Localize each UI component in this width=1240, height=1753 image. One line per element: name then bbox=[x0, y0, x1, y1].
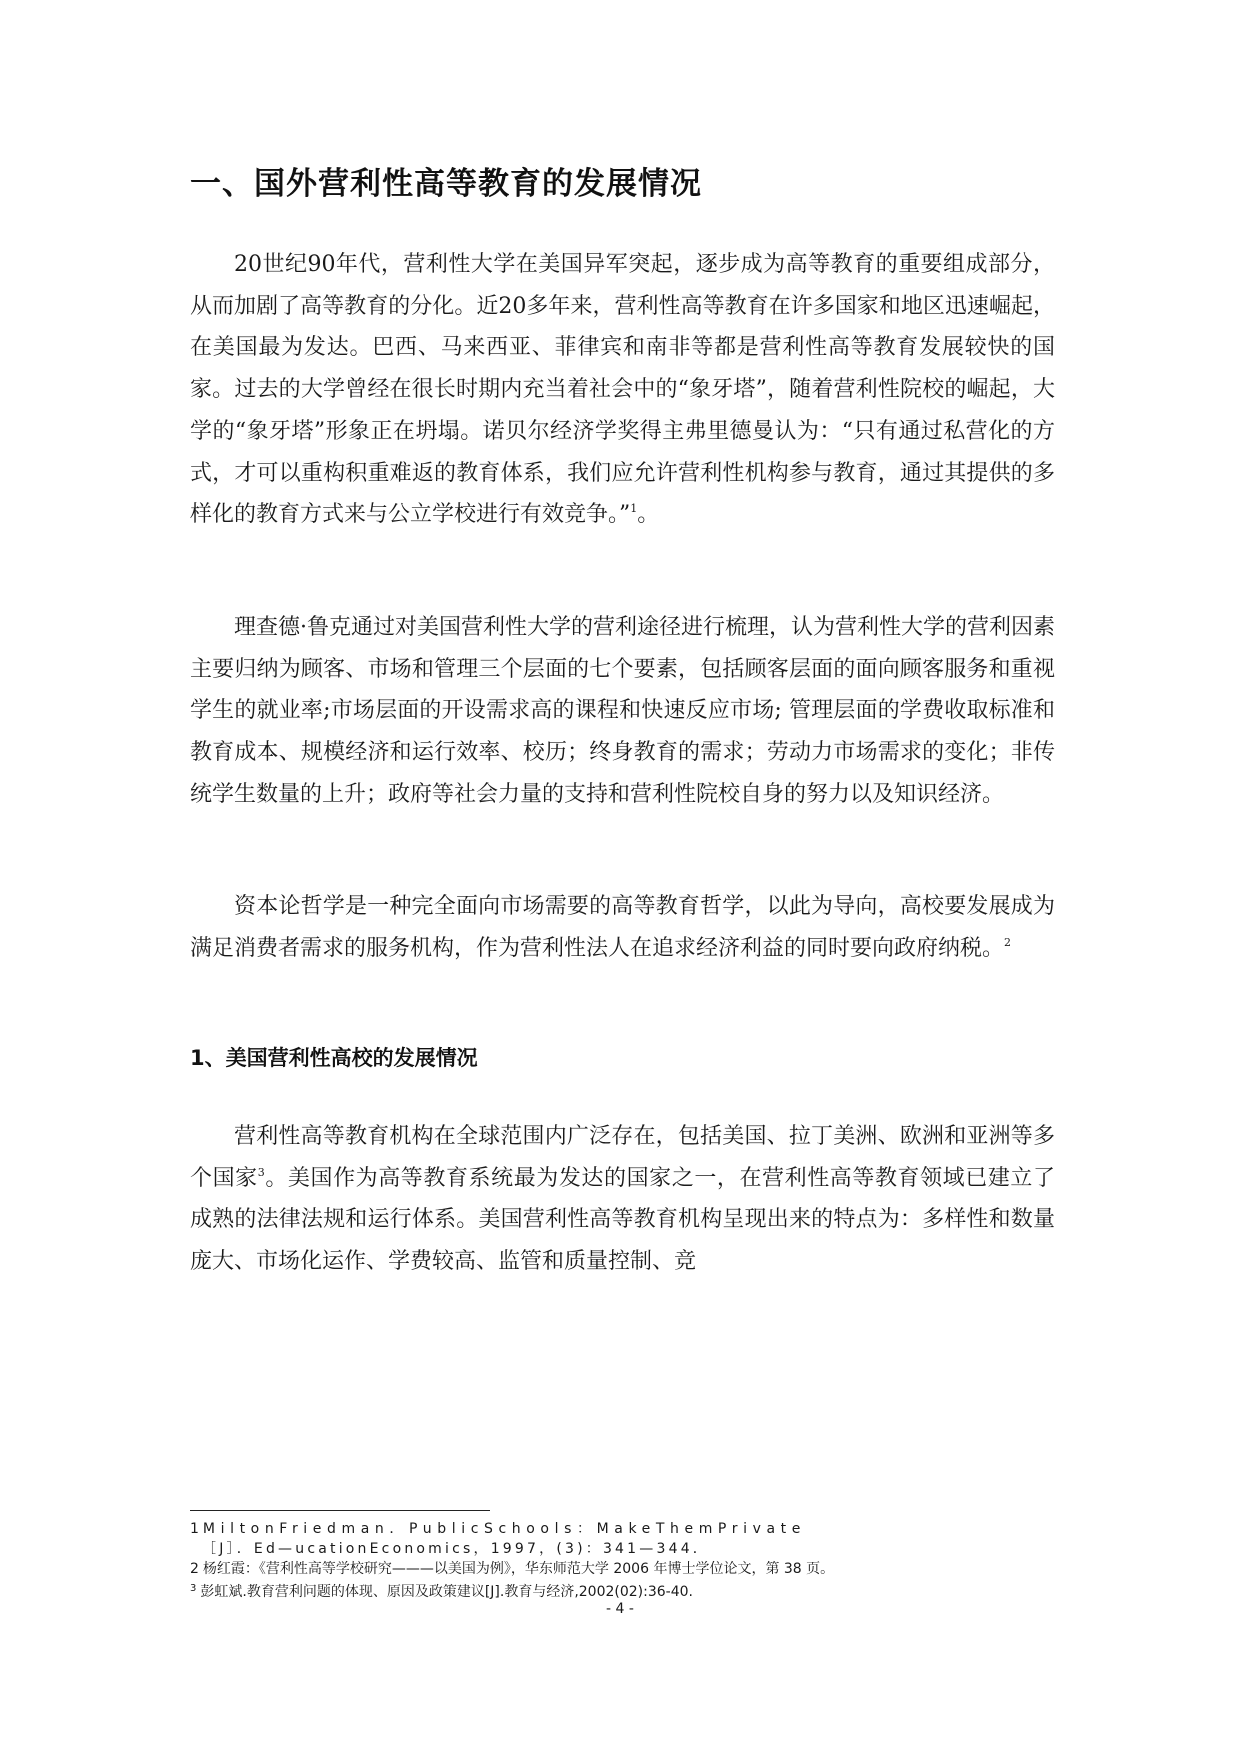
footnote-2-number: 2 bbox=[190, 1561, 199, 1577]
footnote-1-line1: MiltonFriedman．PublicSchools：MakeThemPrivate bbox=[202, 1521, 806, 1537]
paragraph-3 bbox=[190, 886, 1055, 969]
footnote-ref-2[interactable]: 2 bbox=[1004, 935, 1012, 949]
paragraph-4 bbox=[190, 1116, 1055, 1283]
footnote-1-line2: ［J］．Ed—ucationEconomics，1997，(3)：341—344． bbox=[202, 1541, 710, 1557]
paragraph-1-tail: 。 bbox=[637, 502, 660, 528]
footnote-1-number: 1 bbox=[190, 1521, 199, 1537]
paragraph-2 bbox=[190, 607, 1055, 816]
footnote-1 bbox=[190, 1519, 1060, 1539]
paragraph-1 bbox=[190, 244, 1055, 536]
footnote-divider bbox=[190, 1510, 490, 1511]
subsection-heading: 1、美国营利性高校的发展情况 bbox=[190, 1046, 478, 1070]
section-heading: 一、国外营利性高等教育的发展情况 bbox=[190, 166, 702, 202]
footnote-3-number: 3 bbox=[190, 1583, 197, 1594]
footnote-2-text: 杨红霞：《营利性高等学校研究———以美国为例》，华东师范大学 2006 年博士学位论文，第 38 页。 bbox=[202, 1561, 835, 1577]
footnote-1-continued bbox=[190, 1539, 1060, 1559]
page-number: - 4 - bbox=[606, 1601, 634, 1617]
paragraph-4-before: 营利性高等教育机构在全球范围内广泛存在，包括美国、拉丁美洲、欧洲和亚洲等多个国家 bbox=[190, 1124, 1055, 1191]
footnote-ref-3[interactable]: 3 bbox=[257, 1165, 265, 1179]
footnotes bbox=[190, 1519, 1060, 1602]
footnote-3 bbox=[190, 1579, 1060, 1602]
paragraph-4-after: 。美国作为高等教育系统最为发达的国家之一，在营利性高等教育领域已建立了成熟的法律法规和运行体系。美国营利性高等教育机构呈现出来的特点为：多样性和数量庞大、市场化运作、学费较高、监管和质量控制、竞 bbox=[190, 1165, 1055, 1275]
paragraph-3-text: 资本论哲学是一种完全面向市场需要的高等教育哲学，以此为导向，高校要发展成为满足消费者需求的服务机构，作为营利性法人在追求经济利益的同时要向政府纳税。 bbox=[190, 894, 1055, 961]
footnote-ref-1[interactable]: 1 bbox=[630, 502, 638, 516]
footnote-3-text: 彭虹斌.教育营利问题的体现、原因及政策建议[J].教育与经济,2002(02):36-40. bbox=[200, 1584, 693, 1600]
paragraph-2-text: 理查德·鲁克通过对美国营利性大学的营利途径进行梳理，认为营利性大学的营利因素主要归纳为顾客、市场和管理三个层面的七个要素，包括顾客层面的面向顾客服务和重视学生的就业率;市场层面的开设需求高的课程和快速反应市场; 管理层面的学费收取标准和教育成本、规模经济和运行效率、校历；终身教育的需求；劳动力市场需求的变化；非传统学生数量的上升；政府等社会力量的支持和营利性院校自身的努力以及知识经济。 bbox=[190, 615, 1055, 807]
paragraph-1-text: 20世纪90年代，营利性大学在美国异军突起，逐步成为高等教育的重要组成部分，从而加剧了高等教育的分化。近20多年来，营利性高等教育在许多国家和地区迅速崛起，在美国最为发达。巴西、马来西亚、菲律宾和南非等都是营利性高等教育发展较快的国家。过去的大学曾经在很长时期内充当着社会中的“象牙塔”，随着营利性院校的崛起，大学的“象牙塔”形象正在坍塌。诺贝尔经济学奖得主弗里德曼认为：“只有通过私营化的方式，才可以重构积重难返的教育体系，我们应允许营利性机构参与教育，通过其提供的多样化的教育方式来与公立学校进行有效竞争。” bbox=[190, 252, 1055, 528]
footnote-2 bbox=[190, 1559, 1060, 1579]
